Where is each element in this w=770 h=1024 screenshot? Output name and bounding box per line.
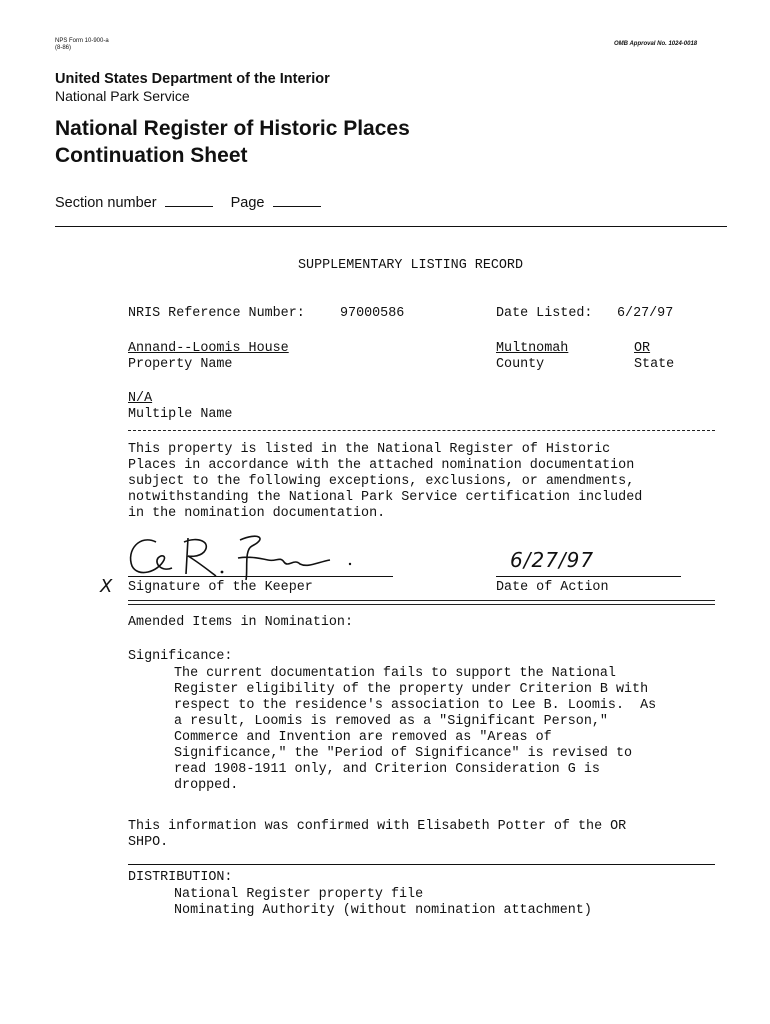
distribution-divider (128, 864, 715, 865)
page-title: National Register of Historic Places (55, 117, 410, 140)
service-name: National Park Service (55, 88, 190, 104)
county-label: County (496, 357, 545, 372)
date-listed-label: Date Listed: (496, 306, 593, 321)
amended-heading: Amended Items in Nomination: (128, 615, 353, 630)
distribution-list (174, 887, 592, 919)
page-label: Page (230, 195, 265, 211)
nris-value: 97000586 (340, 306, 405, 321)
multiple-name-label: Multiple Name (128, 407, 233, 422)
multiple-name-value: N/A (128, 391, 153, 406)
date-of-action-line (496, 576, 681, 577)
section-number-field (55, 195, 321, 211)
significance-line: read 1908-1911 only, and Criterion Consideration G is (174, 762, 600, 777)
statement-line: Places in accordance with the attached nomination documentation (128, 458, 635, 473)
significance-line: Commerce and Invention are removed as "Areas of (174, 730, 552, 745)
statement-line: in the nomination documentation. (128, 506, 386, 521)
record-heading: SUPPLEMENTARY LISTING RECORD (298, 258, 523, 273)
signature-mark: X (100, 576, 113, 597)
confirmation-text (128, 819, 626, 851)
signature-line (128, 576, 393, 577)
statement-line: notwithstanding the National Park Service certification included (128, 490, 643, 505)
significance-heading: Significance: (128, 649, 233, 664)
significance-line: respect to the residence's association to Lee B. Loomis. As (174, 698, 657, 713)
handwritten-date: 6/27/97 (510, 548, 595, 572)
section-number-label: Section number (55, 195, 157, 211)
form-number: NPS Form 10-900-a (55, 38, 109, 44)
dashed-divider (128, 430, 715, 431)
confirmation-line: This information was confirmed with Elisabeth Potter of the OR (128, 819, 627, 834)
distribution-item: Nominating Authority (without nomination attachment) (174, 903, 592, 918)
county-value: Multnomah (496, 341, 569, 356)
significance-text (174, 666, 656, 794)
significance-line: Significance," the "Period of Significance" is revised to (174, 746, 633, 761)
date-of-action-label: Date of Action (496, 580, 609, 595)
state-label: State (634, 357, 675, 372)
distribution-item: National Register property file (174, 887, 424, 902)
statement-line: This property is listed in the National Register of Historic (128, 442, 611, 457)
double-divider (128, 600, 715, 605)
page-number-blank (273, 206, 321, 207)
significance-line: a result, Loomis is removed as a "Significant Person," (174, 714, 608, 729)
significance-line: The current documentation fails to support the National (174, 666, 616, 681)
significance-line: dropped. (174, 778, 239, 793)
omb-approval: OMB Approval No. 1024-0018 (614, 41, 698, 47)
listing-statement (128, 442, 642, 522)
confirmation-line: SHPO. (128, 835, 169, 850)
state-value: OR (634, 341, 651, 356)
page-subtitle: Continuation Sheet (55, 144, 248, 167)
header-divider (55, 226, 727, 227)
form-date: (8-86) (55, 45, 72, 51)
date-listed-value: 6/27/97 (617, 306, 674, 321)
property-name: Annand--Loomis House (128, 341, 289, 356)
nris-label: NRIS Reference Number: (128, 306, 305, 321)
section-number-blank (165, 206, 213, 207)
agency-name: United States Department of the Interior (55, 71, 330, 87)
property-name-label: Property Name (128, 357, 233, 372)
statement-line: subject to the following exceptions, exclusions, or amendments, (128, 474, 635, 489)
distribution-heading: DISTRIBUTION: (128, 870, 233, 885)
significance-line: Register eligibility of the property under Criterion B with (174, 682, 649, 697)
signature-label: Signature of the Keeper (128, 580, 313, 595)
